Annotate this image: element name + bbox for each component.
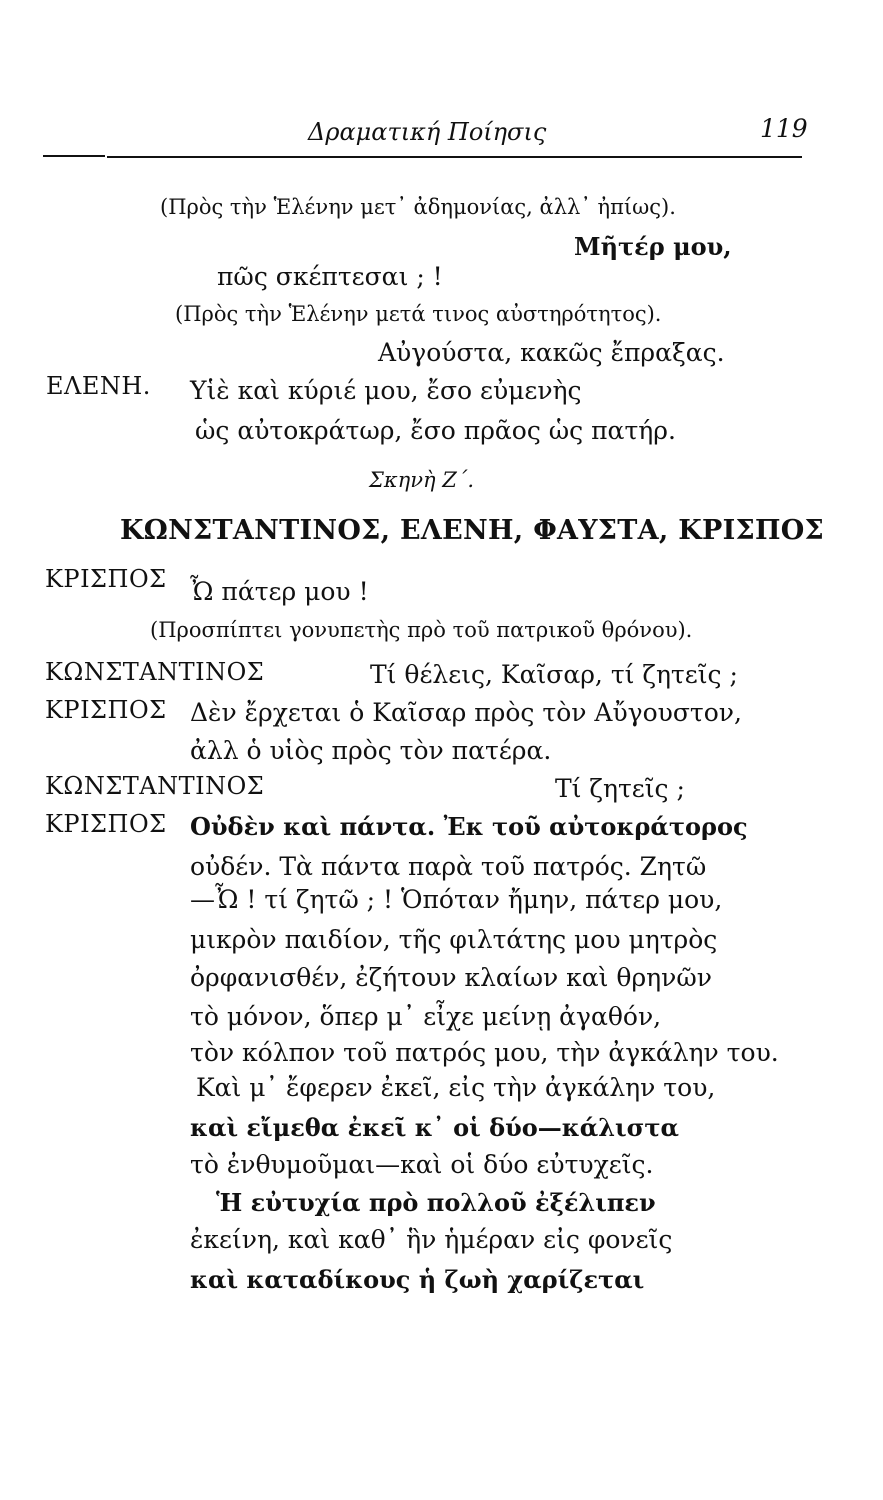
stage-direction: (Πρὸς τὴν Ἑλένην μετά τινος αὐστηρότητος). (175, 302, 662, 326)
page-number: 119 (760, 114, 808, 143)
verse-line: τὸ ἐνθυμοῦμαι—καὶ οἱ δύο εὐτυχεῖς. (190, 1150, 654, 1179)
speaker-name: ΚΡΙΣΠΟΣ (45, 696, 167, 724)
verse-line: ἀλλ ὁ υἱὸς πρὸς τὸν πατέρα. (190, 736, 552, 765)
running-title: Δραματική Ποίησις (308, 118, 547, 146)
verse-line: τὸ μόνον, ὅπερ μ᾽ εἶχε μείνῃ ἀγαθόν, (190, 1002, 662, 1031)
verse-line: Καὶ μ᾽ ἔφερεν ἐκεῖ, εἰς τὴν ἀγκάλην του, (196, 1073, 716, 1102)
header-rule (107, 156, 802, 158)
speaker-name: ΚΡΙΣΠΟΣ (45, 810, 167, 838)
verse-line: καὶ εἴμεθα ἐκεῖ κ᾽ οἱ δύο—κάλιστα (190, 1113, 679, 1142)
verse-line: πῶς σκέπτεσαι ; ! (217, 262, 443, 291)
verse-line: Ἡ εὐτυχία πρὸ πολλοῦ ἐξέλιπεν (216, 1188, 656, 1217)
scene-heading: Σκηνὴ Ζ΄. (369, 468, 474, 492)
verse-line: Οὐδὲν καὶ πάντα. Ἐκ τοῦ αὐτοκράτορος (190, 812, 748, 841)
verse-line: Υἱὲ καὶ κύριέ μου, ἔσο εὐμενὴς (190, 376, 582, 405)
header-rule-short (43, 155, 105, 157)
verse-line: Δὲν ἔρχεται ὁ Καῖσαρ πρὸς τὸν Αὔγουστον, (190, 698, 742, 727)
verse-line: οὐδέν. Τὰ πάντα παρὰ τοῦ πατρός. Ζητῶ (190, 852, 707, 881)
speaker-name: ΕΛΕΝΗ. (46, 372, 151, 400)
verse-line: —Ὦ ! τί ζητῶ ; ! Ὁπόταν ἤμην, πάτερ μου, (190, 885, 723, 914)
verse-line: μικρὸν παιδίον, τῆς φιλτάτης μου μητρὸς (190, 925, 718, 954)
speaker-name: ΚΡΙΣΠΟΣ (45, 565, 167, 593)
speaker-name: ΚΩΝΣΤΑΝΤΙΝΟΣ (45, 772, 265, 800)
verse-line: τὸν κόλπον τοῦ πατρός μου, τὴν ἀγκάλην του. (190, 1038, 779, 1067)
cast-list: ΚΩΝΣΤΑΝΤΙΝΟΣ, ΕΛΕΝΗ, ΦΑΥΣΤΑ, ΚΡΙΣΠΟΣ (120, 515, 824, 546)
verse-line: ἐκείνη, καὶ καθ᾽ ἣν ἡμέραν εἰς φονεῖς (190, 1225, 673, 1254)
speaker-name: ΚΩΝΣΤΑΝΤΙΝΟΣ (45, 658, 265, 686)
verse-line: Ὦ πάτερ μου ! (190, 577, 369, 606)
verse-line: Μῆτέρ μου, (574, 232, 732, 261)
stage-direction: (Προσπίπτει γονυπετὴς πρὸ τοῦ πατρικοῦ θρόνου). (150, 618, 693, 642)
verse-line: Τί ζητεῖς ; (555, 774, 685, 803)
verse-line: καὶ καταδίκους ἡ ζωὴ χαρίζεται (190, 1265, 645, 1294)
verse-line: ὀρφανισθέν, ἐζήτουν κλαίων καὶ θρηνῶν (190, 963, 712, 992)
verse-line: ὡς αὐτοκράτωρ, ἔσο πρᾶος ὡς πατήρ. (195, 416, 676, 445)
stage-direction: (Πρὸς τὴν Ἑλένην μετ᾽ ἀδημονίας, ἀλλ᾽ ἠπίως). (160, 195, 676, 219)
verse-line: Τί θέλεις, Καῖσαρ, τί ζητεῖς ; (370, 660, 738, 689)
verse-line: Αὐγούστα, κακῶς ἔπραξας. (378, 338, 725, 367)
